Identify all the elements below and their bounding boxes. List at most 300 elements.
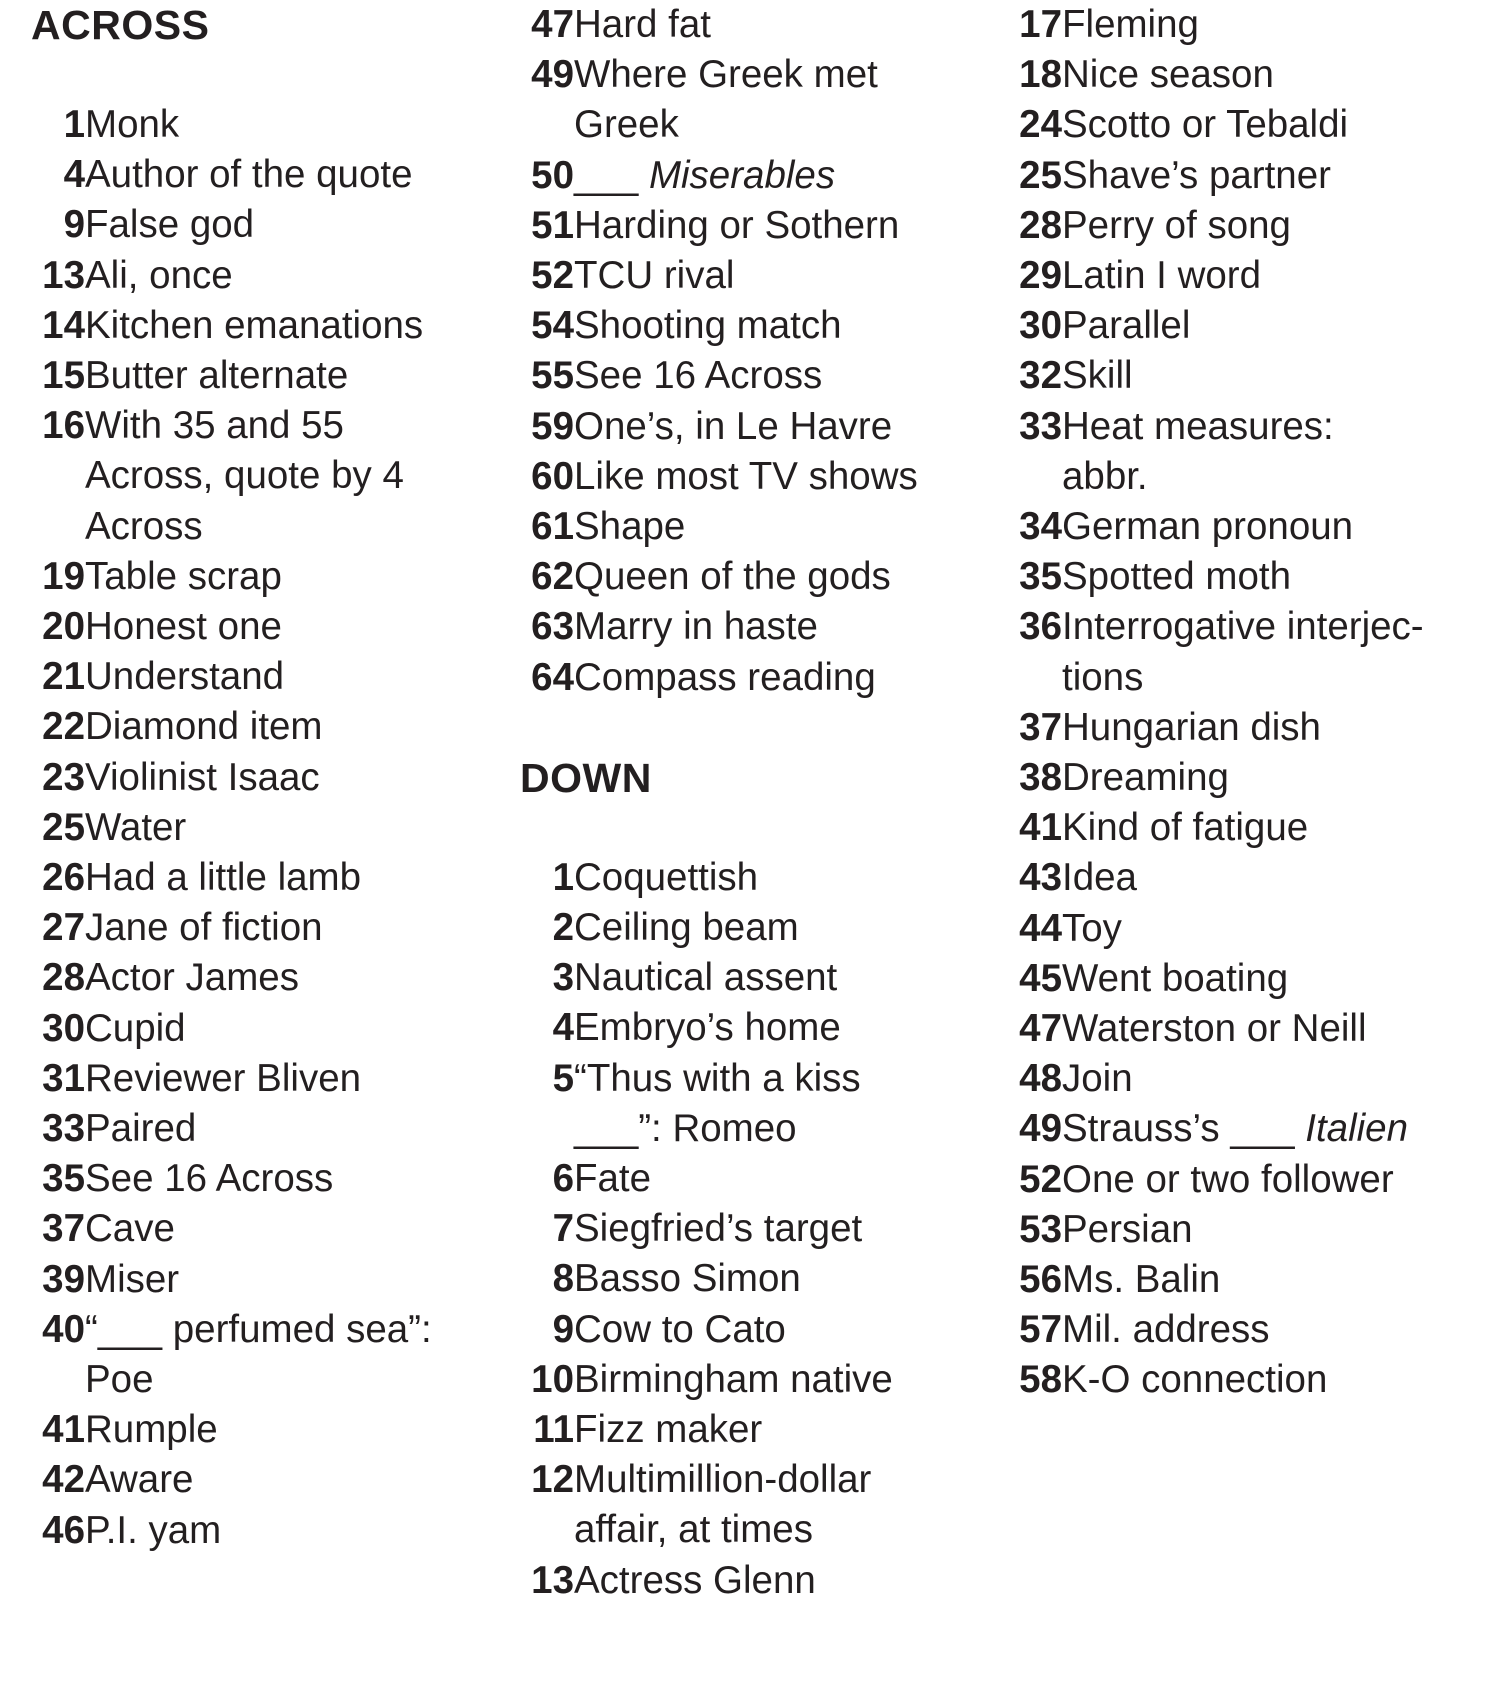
column-2 [520,0,990,1606]
clue-text [85,1255,511,1305]
clue-item [31,401,511,552]
clue-text-main: Cave [85,1207,175,1251]
clue-text [574,1455,990,1555]
clue-item [520,1003,990,1053]
clue-text [85,301,511,351]
clue-text-main: Paired [85,1107,197,1151]
clue-text-main: Where Greek met [574,53,878,97]
clue-item [1008,1004,1486,1054]
clue-text-main: Water [85,805,187,849]
clue-item [1008,1255,1486,1305]
clue-item [1008,954,1486,1004]
clue-text-main: Interrogative interjec- [1062,605,1424,649]
clue-text-main: Strauss’s ___ [1062,1107,1306,1151]
clue-text-main: Latin I word [1062,254,1262,298]
clue-text-main: Join [1062,1057,1133,1101]
clue-number: 11 [533,1408,574,1452]
clue-item [520,452,990,502]
clue-text-main: Queen of the gods [574,555,891,599]
clue-item [520,1305,990,1355]
clue-text [574,502,990,552]
clue-text-main: German pronoun [1062,505,1354,549]
clue-text [85,1455,511,1505]
clue-number: 4 [63,153,85,197]
column-3 [1008,0,1486,1406]
clue-number: 60 [531,454,574,498]
clue-number: 49 [531,53,574,97]
clue-item [520,351,990,401]
clue-number: 3 [552,956,574,1000]
clue-number: 1 [552,855,574,899]
clue-text [1062,1255,1486,1305]
clue-item [31,200,511,250]
clue-text-main: Rumple [85,1408,218,1452]
clue-item [520,653,990,703]
clue-text [574,1054,990,1154]
clue-text [1062,502,1486,552]
clue-number: 4 [552,1006,574,1050]
clue-item [520,1455,990,1555]
clue-text-main: Ali, once [85,253,233,297]
clue-text [85,853,511,903]
clue-number: 47 [531,3,574,46]
clue-text-main: Toy [1062,906,1122,950]
clue-text [574,653,990,703]
clue-number: 33 [42,1107,85,1151]
clue-number: 15 [42,354,85,398]
clue-number: 16 [42,404,85,448]
clue-text-main: Multimillion-dollar [574,1458,872,1502]
clue-number: 55 [531,354,574,398]
clue-text [1062,853,1486,903]
clue-item [1008,552,1486,602]
clue-number: 48 [1019,1057,1062,1101]
clue-item [31,351,511,401]
clue-text [574,1254,990,1304]
clue-text [574,1003,990,1053]
clue-number: 28 [1019,203,1062,247]
down-clue-list-continued [1008,0,1486,1406]
clue-item [1008,0,1486,50]
clue-item [520,1054,990,1154]
clue-text [85,903,511,953]
clue-text-main: Nice season [1062,53,1274,97]
clue-number: 19 [42,554,85,598]
clue-text-main: Understand [85,655,285,699]
clue-text [85,1154,511,1204]
clue-item [1008,602,1486,702]
clue-item [1008,402,1486,502]
clue-text [1062,904,1486,954]
clue-text-main: Ms. Balin [1062,1258,1221,1302]
clue-number: 30 [42,1006,85,1050]
clue-text [85,1305,511,1405]
clue-text-main: “___ perfumed sea”: [85,1307,432,1351]
clue-text-main: Aware [85,1458,194,1502]
clue-text-continuation: Across [85,504,203,548]
clue-number: 2 [552,906,574,950]
clue-text-main: See 16 Across [85,1157,334,1201]
clue-number: 30 [1019,304,1062,348]
clue-number: 12 [531,1458,574,1502]
clue-item [520,251,990,301]
down-heading: DOWN [520,754,652,801]
clue-text-main: Reviewer Bliven [85,1056,362,1100]
down-clue-list [520,853,990,1606]
clue-item [1008,251,1486,301]
clue-number: 35 [1019,555,1062,599]
clue-number: 9 [63,203,85,247]
clue-number: 62 [531,555,574,599]
clue-text-main: One or two follower [1062,1157,1394,1201]
clue-number: 17 [1019,3,1062,46]
clue-item [520,953,990,1003]
clue-text-main: Jane of fiction [85,906,323,950]
clue-number: 58 [1019,1358,1062,1402]
clue-number: 42 [42,1458,85,1502]
clue-item [1008,803,1486,853]
clue-text-main: Skill [1062,354,1133,398]
clue-text-main: Fleming [1062,3,1199,46]
clue-item [1008,853,1486,903]
clue-number: 52 [531,254,574,298]
clue-number: 13 [531,1558,574,1602]
clue-text [1062,602,1486,702]
clue-text [85,1405,511,1455]
clue-number: 25 [42,805,85,849]
clue-text-main: Mil. address [1062,1308,1270,1352]
clue-text [1062,954,1486,1004]
clue-text-main: K-O connection [1062,1358,1328,1402]
clue-text-italic: Italien [1305,1107,1409,1151]
clue-text-main: Parallel [1062,304,1191,348]
clue-text [1062,552,1486,602]
clue-text-main: Birmingham native [574,1357,893,1401]
clue-text-main: Kind of fatigue [1062,806,1309,850]
clue-text [1062,402,1486,502]
clue-number: 24 [1019,103,1062,147]
clue-item [520,0,990,50]
clue-number: 52 [1019,1157,1062,1201]
clue-text [574,602,990,652]
clue-text [1062,151,1486,201]
clue-item [31,1255,511,1305]
clue-text [85,1506,511,1556]
clue-item [1008,1205,1486,1255]
clue-text [85,1104,511,1154]
across-clue-list [31,100,511,1556]
clue-number: 6 [552,1157,574,1201]
clue-item [31,1455,511,1505]
clue-number: 18 [1019,53,1062,97]
clue-number: 23 [42,755,85,799]
clue-text [85,652,511,702]
clue-text [85,100,511,150]
clue-text [1062,1355,1486,1405]
clue-text-main: Violinist Isaac [85,755,320,799]
clue-text [574,402,990,452]
clue-text-main: Table scrap [85,554,282,598]
clue-item [31,150,511,200]
clue-text [574,1556,990,1606]
clue-item [1008,351,1486,401]
clue-text [574,552,990,602]
clue-text-main: Siegfried’s target [574,1207,863,1251]
clue-text [1062,1104,1486,1154]
clue-text-main: Spotted moth [1062,555,1292,599]
clue-text-main: Idea [1062,856,1137,900]
clue-text-main: Dreaming [1062,756,1229,800]
clue-item [31,853,511,903]
clue-text [574,50,990,150]
clue-number: 59 [531,404,574,448]
clue-number: 47 [1019,1007,1062,1051]
clue-text-main: Fate [574,1157,652,1201]
clue-text-main: Kitchen emanations [85,303,424,347]
clue-text [85,1004,511,1054]
clue-item [31,903,511,953]
clue-number: 50 [531,153,574,197]
clue-number: 51 [531,203,574,247]
clue-number: 39 [42,1257,85,1301]
clue-text [1062,251,1486,301]
clue-text-main: False god [85,203,255,247]
clue-item [1008,1104,1486,1154]
clue-text-main: Author of the quote [85,153,413,197]
clue-number: 43 [1019,856,1062,900]
clue-text [85,401,511,552]
across-heading: ACROSS [31,2,210,48]
clue-number: 22 [42,705,85,749]
clue-text-main: Marry in haste [574,605,818,649]
clue-text [1062,100,1486,150]
clue-item [31,753,511,803]
clue-text [85,953,511,1003]
clue-text-main: Miser [85,1257,180,1301]
clue-item [520,402,990,452]
clue-item [520,502,990,552]
clue-text [574,1405,990,1455]
clue-text [1062,1155,1486,1205]
clue-number: 1 [63,103,85,146]
clue-text-main: Heat measures: [1062,404,1334,448]
clue-text-main: Hard fat [574,3,711,46]
clue-number: 64 [531,655,574,699]
clue-text [574,351,990,401]
clue-item [520,853,990,903]
clue-text-main: One’s, in Le Havre [574,404,893,448]
clue-text [1062,351,1486,401]
clue-number: 8 [552,1257,574,1301]
clue-text-main: Had a little lamb [85,856,362,900]
clue-item [1008,1054,1486,1104]
clue-text-main: TCU rival [574,254,735,298]
clue-item [520,1405,990,1455]
clue-text [574,301,990,351]
clue-text-main: Butter alternate [85,354,349,398]
clue-number: 38 [1019,756,1062,800]
clue-text [574,853,990,903]
clue-number: 14 [42,303,85,347]
clue-text-main: Scotto or Tebaldi [1062,103,1349,147]
clue-text [574,953,990,1003]
clue-item [31,301,511,351]
clue-text-main: P.I. yam [85,1508,222,1552]
clue-number: 5 [552,1056,574,1100]
clue-text-main: Shooting match [574,304,842,348]
clue-number: 61 [531,505,574,549]
clue-item [31,1405,511,1455]
clue-text [85,552,511,602]
clue-item [1008,301,1486,351]
clue-item [520,201,990,251]
clue-item [31,1054,511,1104]
clue-text-main: Went boating [1062,956,1289,1000]
clue-text [574,1204,990,1254]
spacer [31,50,511,100]
clue-text-main: Honest one [85,605,282,649]
clue-item [1008,1305,1486,1355]
clue-text-italic: Miserables [648,153,836,197]
clue-item [520,1154,990,1204]
clue-item [520,301,990,351]
clue-text [1062,1054,1486,1104]
clue-text-main: Diamond item [85,705,323,749]
clue-text [85,702,511,752]
clue-number: 41 [42,1408,85,1452]
clue-item [520,903,990,953]
clue-text-main: Cow to Cato [574,1307,786,1351]
clue-text [574,201,990,251]
clue-text-main: Harding or Sothern [574,203,900,247]
clue-number: 7 [552,1207,574,1251]
clue-text-main: Shape [574,505,686,549]
clue-text [1062,1004,1486,1054]
clue-text-continuation: ___”: Romeo [574,1106,797,1150]
clue-item [31,803,511,853]
clue-item [1008,50,1486,100]
clue-text [1062,0,1486,50]
clue-text [1062,1305,1486,1355]
clue-number: 28 [42,956,85,1000]
clue-item [520,50,990,150]
clue-text-main: Fizz maker [574,1408,763,1452]
clue-text-continuation: Poe [85,1358,154,1402]
clue-number: 10 [531,1357,574,1401]
clue-text-main: Monk [85,103,180,146]
clue-number: 25 [1019,153,1062,197]
clue-text-continuation: Across, quote by 4 [85,454,404,498]
clue-text [574,1305,990,1355]
clue-number: 54 [531,304,574,348]
clue-item [1008,1355,1486,1405]
clue-text [574,151,990,201]
clue-item [520,1355,990,1405]
clue-text [574,1355,990,1405]
clue-item [520,602,990,652]
clue-item [31,652,511,702]
clue-text-main: “Thus with a kiss [574,1056,861,1100]
clue-item [31,1154,511,1204]
clue-number: 36 [1019,605,1062,649]
clue-number: 13 [42,253,85,297]
clue-number: 20 [42,605,85,649]
clue-item [520,151,990,201]
across-clue-list-continued [520,0,990,703]
clue-text-main: Embryo’s home [574,1006,841,1050]
clue-text-continuation: tions [1062,655,1144,699]
clue-text-main: Hungarian dish [1062,705,1321,749]
clue-number: 45 [1019,956,1062,1000]
spacer [520,803,990,853]
clue-item [520,1254,990,1304]
clue-item [520,1204,990,1254]
clue-number: 37 [42,1207,85,1251]
clue-item [1008,100,1486,150]
clue-item [1008,904,1486,954]
clue-number: 63 [531,605,574,649]
clue-text-main: Ceiling beam [574,906,799,950]
clue-text [574,0,990,50]
clue-text-main: Basso Simon [574,1257,801,1301]
clue-text-main: ___ [574,153,649,197]
clue-number: 21 [42,655,85,699]
clue-item [31,1104,511,1154]
clue-text-main: See 16 Across [574,354,823,398]
clue-number: 31 [42,1056,85,1100]
clue-text [1062,301,1486,351]
clue-text-main: Waterston or Neill [1062,1007,1367,1051]
clue-text-main: Nautical assent [574,956,838,1000]
clue-text-main: Like most TV shows [574,454,918,498]
clue-number: 34 [1019,505,1062,549]
clue-item [31,1305,511,1405]
clue-text [85,602,511,652]
clue-item [1008,1155,1486,1205]
column-1 [31,0,511,1556]
clue-text [85,251,511,301]
clue-item [31,552,511,602]
clue-number: 40 [42,1307,85,1351]
clue-text [574,452,990,502]
clue-item [1008,753,1486,803]
clue-text-continuation: abbr. [1062,454,1148,498]
clue-number: 46 [42,1508,85,1552]
clue-item [1008,151,1486,201]
clue-text-main: With 35 and 55 [85,404,344,448]
clue-text [574,251,990,301]
clue-text [1062,50,1486,100]
clue-text [85,200,511,250]
clue-number: 44 [1019,906,1062,950]
clue-text [85,803,511,853]
clue-item [31,251,511,301]
clue-item [31,953,511,1003]
clue-text [85,150,511,200]
clue-text [1062,703,1486,753]
clue-text-main: Compass reading [574,655,876,699]
clue-text [85,1054,511,1104]
clue-number: 9 [552,1307,574,1351]
clue-item [31,1004,511,1054]
clue-number: 53 [1019,1207,1062,1251]
spacer [520,703,990,753]
clue-item [1008,703,1486,753]
clue-number: 41 [1019,806,1062,850]
clue-number: 49 [1019,1107,1062,1151]
clue-text [1062,201,1486,251]
clue-number: 33 [1019,404,1062,448]
